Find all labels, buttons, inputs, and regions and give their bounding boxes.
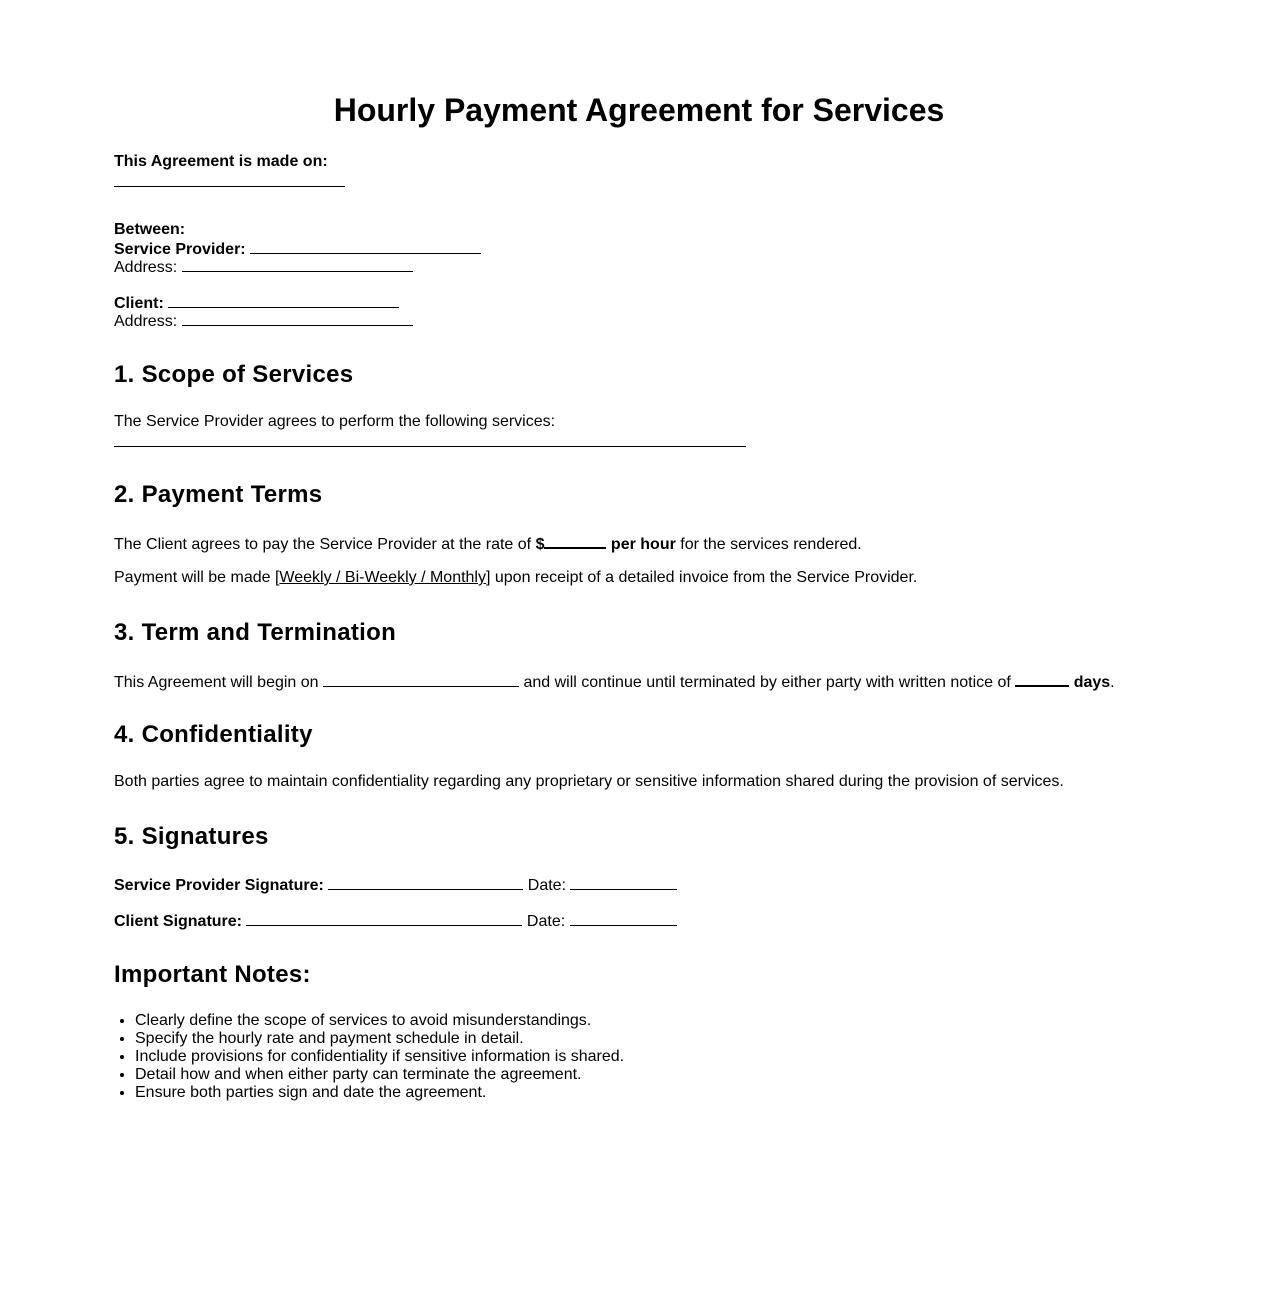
client-signature-label: Client Signature: (114, 913, 243, 930)
schedule-before: Payment will be made [ (114, 569, 280, 586)
list-item: • Clearly define the scope of services to avoid misunderstandings. (135, 1012, 624, 1030)
document-title: Hourly Payment Agreement for Services (333, 92, 945, 128)
between-label: Between: (114, 221, 186, 238)
schedule-options[interactable]: Weekly / Bi-Weekly / Monthly (279, 569, 486, 586)
provider-address-label: Address: (114, 259, 178, 276)
client-signature-line (114, 911, 677, 931)
client-date-blank[interactable] (570, 911, 677, 926)
notes-heading: Important Notes: (114, 961, 311, 988)
service-provider-line (114, 239, 481, 259)
rate-unit: per hour (610, 536, 676, 553)
days-label: days (1073, 674, 1111, 691)
rate-text-after: for the services rendered. (675, 536, 862, 553)
term-heading: 3. Term and Termination (114, 619, 397, 646)
provider-date-blank[interactable] (570, 875, 677, 890)
confidentiality-heading: 4. Confidentiality (114, 721, 313, 748)
payment-schedule-line (114, 569, 917, 587)
payment-rate-line (114, 533, 862, 554)
service-provider-blank[interactable] (250, 239, 481, 254)
provider-signature-blank[interactable] (328, 875, 523, 890)
scope-blank[interactable] (114, 432, 746, 452)
provider-date-label: Date: (527, 877, 567, 894)
confidentiality-text: Both parties agree to maintain confidentiality regarding any proprietary or sensitive information shared during the provision of services. (114, 773, 1064, 790)
scope-text: The Service Provider agrees to perform the following services: (114, 413, 556, 430)
list-item: • Specify the hourly rate and payment schedule in detail. (135, 1030, 624, 1048)
rate-dollar: $ (535, 536, 545, 553)
provider-address-blank[interactable] (182, 257, 413, 272)
client-address-label: Address: (114, 313, 178, 330)
rate-blank[interactable] (544, 533, 606, 549)
rate-text-before: The Client agrees to pay the Service Provider at the rate of (114, 536, 536, 553)
term-start-blank[interactable] (323, 672, 519, 687)
client-date-label: Date: (526, 913, 566, 930)
schedule-after: ] upon receipt of a detailed invoice from the Service Provider. (485, 569, 918, 586)
made-on-blank[interactable] (114, 172, 345, 192)
list-item: • Ensure both parties sign and date the agreement. (135, 1084, 624, 1102)
client-address-line (114, 311, 413, 331)
scope-heading: 1. Scope of Services (114, 361, 354, 388)
client-signature-blank[interactable] (246, 911, 522, 926)
term-text-middle: and will continue until terminated by either party with written notice of (519, 674, 1016, 691)
client-blank[interactable] (168, 293, 399, 308)
payment-heading: 2. Payment Terms (114, 481, 323, 508)
term-text-end: . (1110, 674, 1115, 691)
list-item: • Include provisions for confidentiality if sensitive information is shared. (135, 1048, 624, 1066)
provider-address-line (114, 257, 413, 277)
client-label: Client: (114, 295, 164, 312)
made-on-label: This Agreement is made on: (114, 153, 328, 170)
service-provider-label: Service Provider: (114, 241, 246, 258)
client-address-blank[interactable] (182, 311, 413, 326)
notice-days-blank[interactable] (1015, 671, 1069, 687)
term-text-line (114, 671, 1115, 692)
provider-signature-line (114, 875, 677, 895)
list-item: • Detail how and when either party can terminate the agreement. (135, 1066, 624, 1084)
provider-signature-label: Service Provider Signature: (114, 877, 324, 894)
notes-list (114, 1012, 624, 1102)
term-text-before: This Agreement will begin on (114, 674, 323, 691)
client-line (114, 293, 399, 313)
signatures-heading: 5. Signatures (114, 823, 269, 850)
